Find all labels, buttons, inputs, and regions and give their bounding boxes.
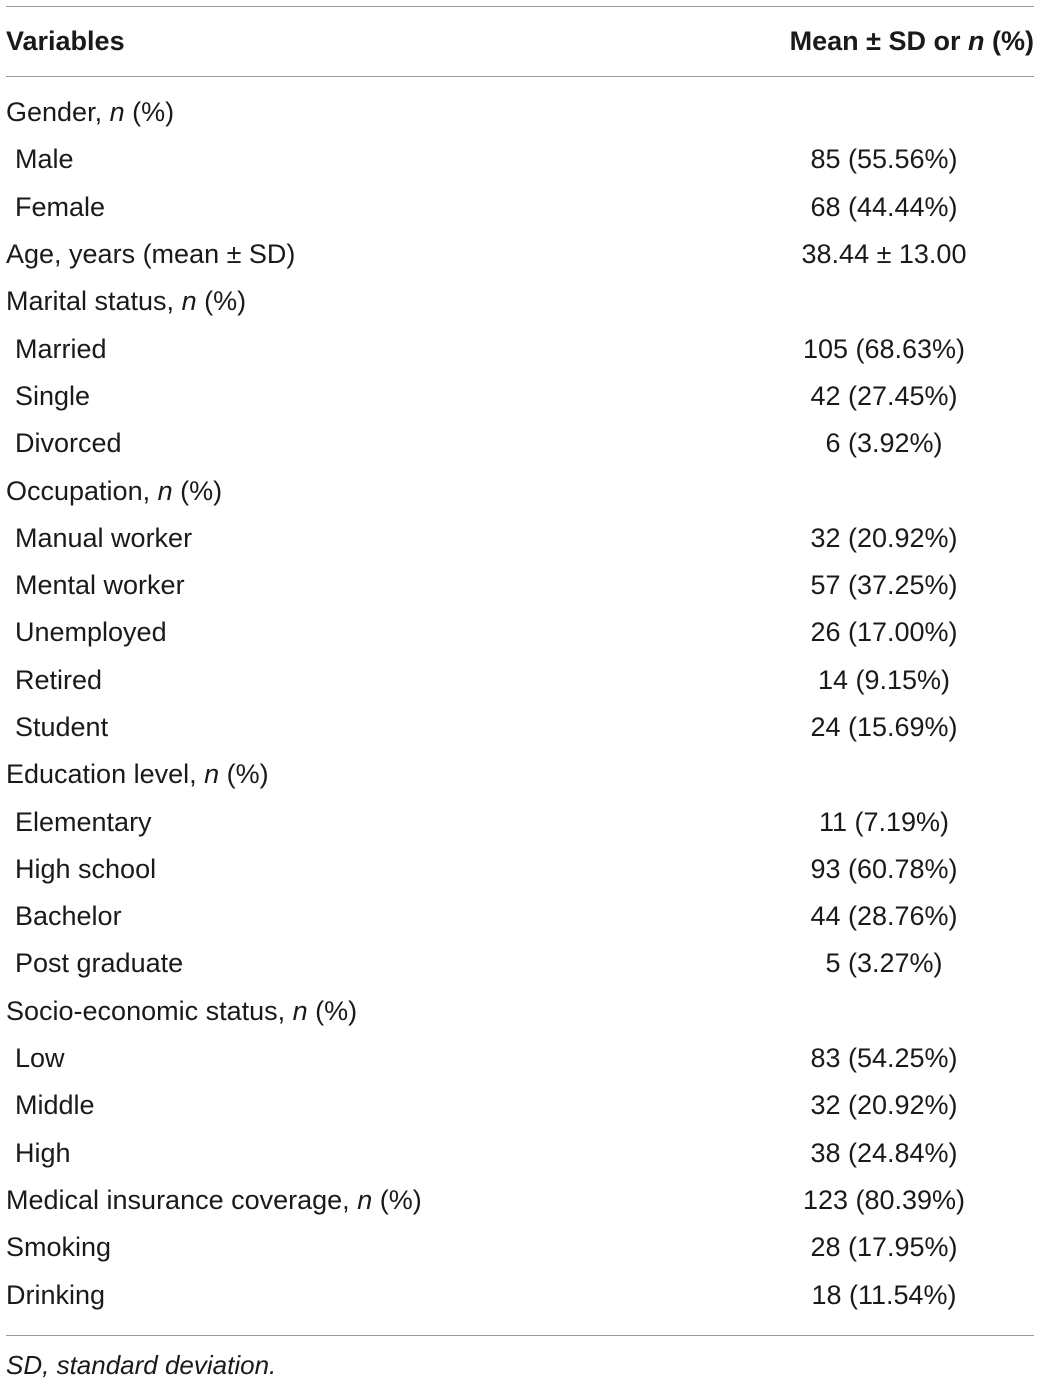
row-value: 105 (68.63%) [802, 333, 966, 364]
row-label: Male [15, 144, 74, 175]
row-value: 18 (11.54%) [811, 1279, 957, 1310]
row-value: 38 (24.84%) [810, 1137, 958, 1168]
table-row [6, 893, 1034, 940]
row-label: Marital status, n (%) [6, 286, 247, 317]
row-label: Medical insurance coverage, n (%) [6, 1184, 422, 1215]
row-label: Low [15, 1043, 65, 1074]
table-row [6, 657, 1034, 704]
table-row [6, 1130, 1034, 1177]
row-value: 28 (17.95%) [810, 1232, 958, 1263]
table-header [6, 7, 1034, 76]
row-label: Married [15, 333, 107, 364]
table-row [6, 89, 1034, 136]
table-row [6, 515, 1034, 562]
row-label: Elementary [15, 806, 152, 837]
row-label: Occupation, n (%) [6, 475, 223, 506]
table-body [6, 89, 1034, 1319]
table-row [6, 846, 1034, 893]
table-row [6, 1082, 1034, 1129]
row-value: 68 (44.44%) [810, 191, 958, 222]
row-label: Unemployed [15, 617, 167, 648]
table-row [6, 704, 1034, 751]
row-label: Student [15, 712, 109, 742]
table-row [6, 609, 1034, 656]
row-label: Mental worker [15, 570, 185, 601]
row-label: Bachelor [15, 901, 122, 932]
row-label: Retired [15, 664, 103, 695]
row-label: Single [15, 380, 91, 411]
row-label: Socio-economic status, n (%) [6, 995, 358, 1026]
table-row [6, 420, 1034, 467]
row-value: 93 (60.78%) [810, 853, 958, 884]
row-value: 6 (3.92%) [825, 428, 943, 459]
demographics-table [6, 6, 1034, 1381]
row-label: Gender, n (%) [6, 97, 175, 128]
table-footnote: SD, standard deviation. [6, 1349, 277, 1380]
table-row [6, 1035, 1034, 1082]
bottom-rule [6, 1335, 1034, 1336]
table-row [6, 184, 1034, 231]
table-row [6, 231, 1034, 278]
row-label: Post graduate [15, 948, 184, 979]
row-label: Smoking [6, 1232, 112, 1263]
table-row [6, 1224, 1034, 1271]
table-row [6, 136, 1034, 183]
row-label: Drinking [6, 1279, 106, 1310]
row-label: High school [15, 853, 157, 884]
table-row [6, 467, 1034, 514]
table-row [6, 988, 1034, 1035]
table-row [6, 1177, 1034, 1224]
row-value: 57 (37.25%) [810, 570, 958, 601]
table-row [6, 325, 1034, 372]
row-value: 26 (17.00%) [810, 617, 958, 648]
row-value: 85 (55.56%) [810, 144, 958, 175]
table-row [6, 940, 1034, 987]
table-row [6, 751, 1034, 798]
header-variables: Variables [6, 26, 125, 56]
row-value: 42 (27.45%) [810, 380, 958, 411]
row-value: 44 (28.76%) [810, 901, 958, 932]
row-value: 123 (80.39%) [802, 1184, 966, 1215]
table-row [6, 562, 1034, 609]
table-row [6, 278, 1034, 325]
row-value: 38.44 ± 13.00 [801, 239, 967, 270]
table-row [6, 798, 1034, 845]
row-label: Age, years (mean ± SD) [6, 239, 296, 270]
row-value: 14 (9.15%) [817, 664, 951, 695]
row-label: Middle [15, 1090, 95, 1121]
row-value: 24 (15.69%) [810, 712, 958, 742]
row-label: Manual worker [15, 522, 193, 553]
row-value: 32 (20.92%) [810, 522, 958, 553]
table-row [6, 373, 1034, 420]
row-value: 5 (3.27%) [825, 948, 943, 979]
row-label: Female [15, 191, 106, 222]
header-rule [6, 76, 1034, 77]
row-value: 11 (7.19%) [818, 806, 950, 837]
row-value: 32 (20.92%) [810, 1090, 958, 1121]
row-label: Education level, n (%) [6, 759, 269, 790]
row-label: High [15, 1137, 71, 1168]
row-value: 83 (54.25%) [810, 1043, 958, 1074]
row-label: Divorced [15, 428, 122, 459]
header-value: Mean ± SD or n (%) [789, 26, 1034, 56]
table-row [6, 1271, 1034, 1318]
